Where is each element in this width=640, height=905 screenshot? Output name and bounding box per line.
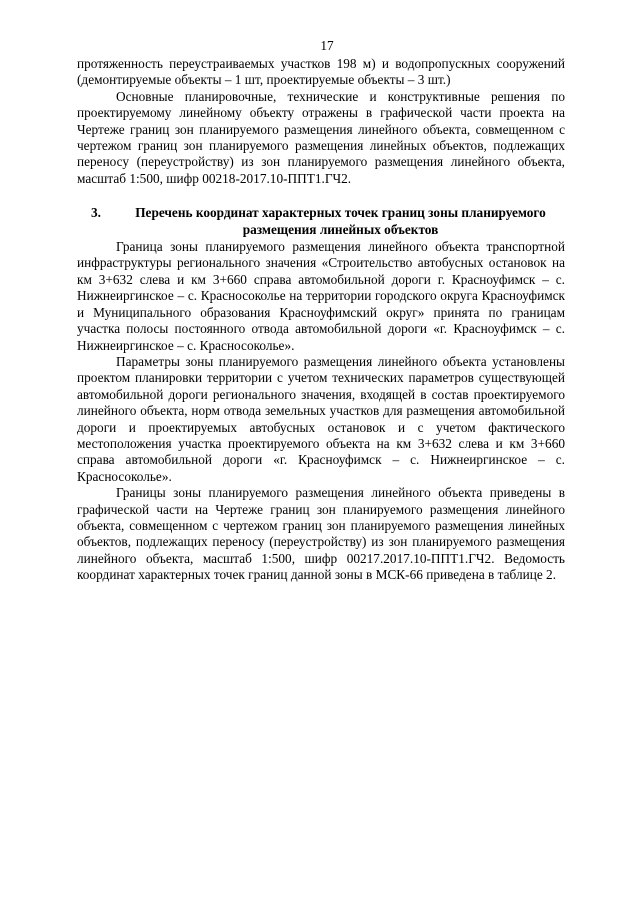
section-number: 3. xyxy=(91,205,101,221)
paragraph-continuation: протяженность переустраиваемых участков 198 м) и водопропускных сооружений (демонтируемые объекты – 1 шт, проектируемые объекты – 3 шт.) xyxy=(77,56,565,88)
paragraph-zone-boundary: Граница зоны планируемого размещения линейного объекта транспортной инфраструктуры регионального значения «Строительство автобусных остановок на км 3+632 слева и км 3+660 справа автомобильной дороги г. Красноуфимск – с. Нижнеиргинское – с. Красносоколье на территории городского округа Красноуфимск и Муниципального образования Красноуфимский округ» принята по границам участка полосы постоянного отвода автомобильной дороги «г. Красноуфимск – с. Нижнеиргинское – с. Красносоколье». xyxy=(77,239,565,353)
page-number: 17 xyxy=(320,38,334,53)
paragraph-design-solutions: Основные планировочные, технические и конструктивные решения по проектируемому линейному объекту отражены в графической части проекта на Чертеже границ зон планируемого размещения линейного объекта, совмещенном с чертежом границ зон планируемого размещения линейных объектов, подлежащих переносу (переустройству) из зон планируемого размещения линейного объекта, масштаб 1:500, шифр 00218-2017.10-ППТ1.ГЧ2. xyxy=(77,88,565,186)
paragraph-zone-parameters: Параметры зоны планируемого размещения линейного объекта установлены проектом планировки территории с учетом технических параметров существующей автомобильной дороги регионального значения, входящей в состав проектируемого линейного объекта, норм отвода земельных участков для размещения автомобильной дороги и проектируемых автобусных остановок и с учетом фактического местоположения участка проектируемого объекта на км 3+632 слева и км 3+660 справа автомобильной дороги «г. Красноуфимск – с. Нижнеиргинское – с. Красносоколье». xyxy=(77,353,565,484)
document-page xyxy=(77,36,565,584)
paragraph-zone-drawing: Границы зоны планируемого размещения линейного объекта приведены в графической части на Чертеже границ зон планируемого размещения линейного объекта, совмещенном с чертежом границ зон планируемого размещения линейных объектов, подлежащих переносу (переустройству) из зон планируемого размещения линейного объекта, масштаб 1:500, шифр 00217.2017.10-ППТ1.ГЧ2. Ведомость координат характерных точек границ данной зоны в МСК-66 приведена в таблице 2. xyxy=(77,485,565,583)
section-title: Перечень координат характерных точек границ зоны планируемого размещения линейных объектов xyxy=(135,205,546,237)
section-heading xyxy=(77,205,565,238)
